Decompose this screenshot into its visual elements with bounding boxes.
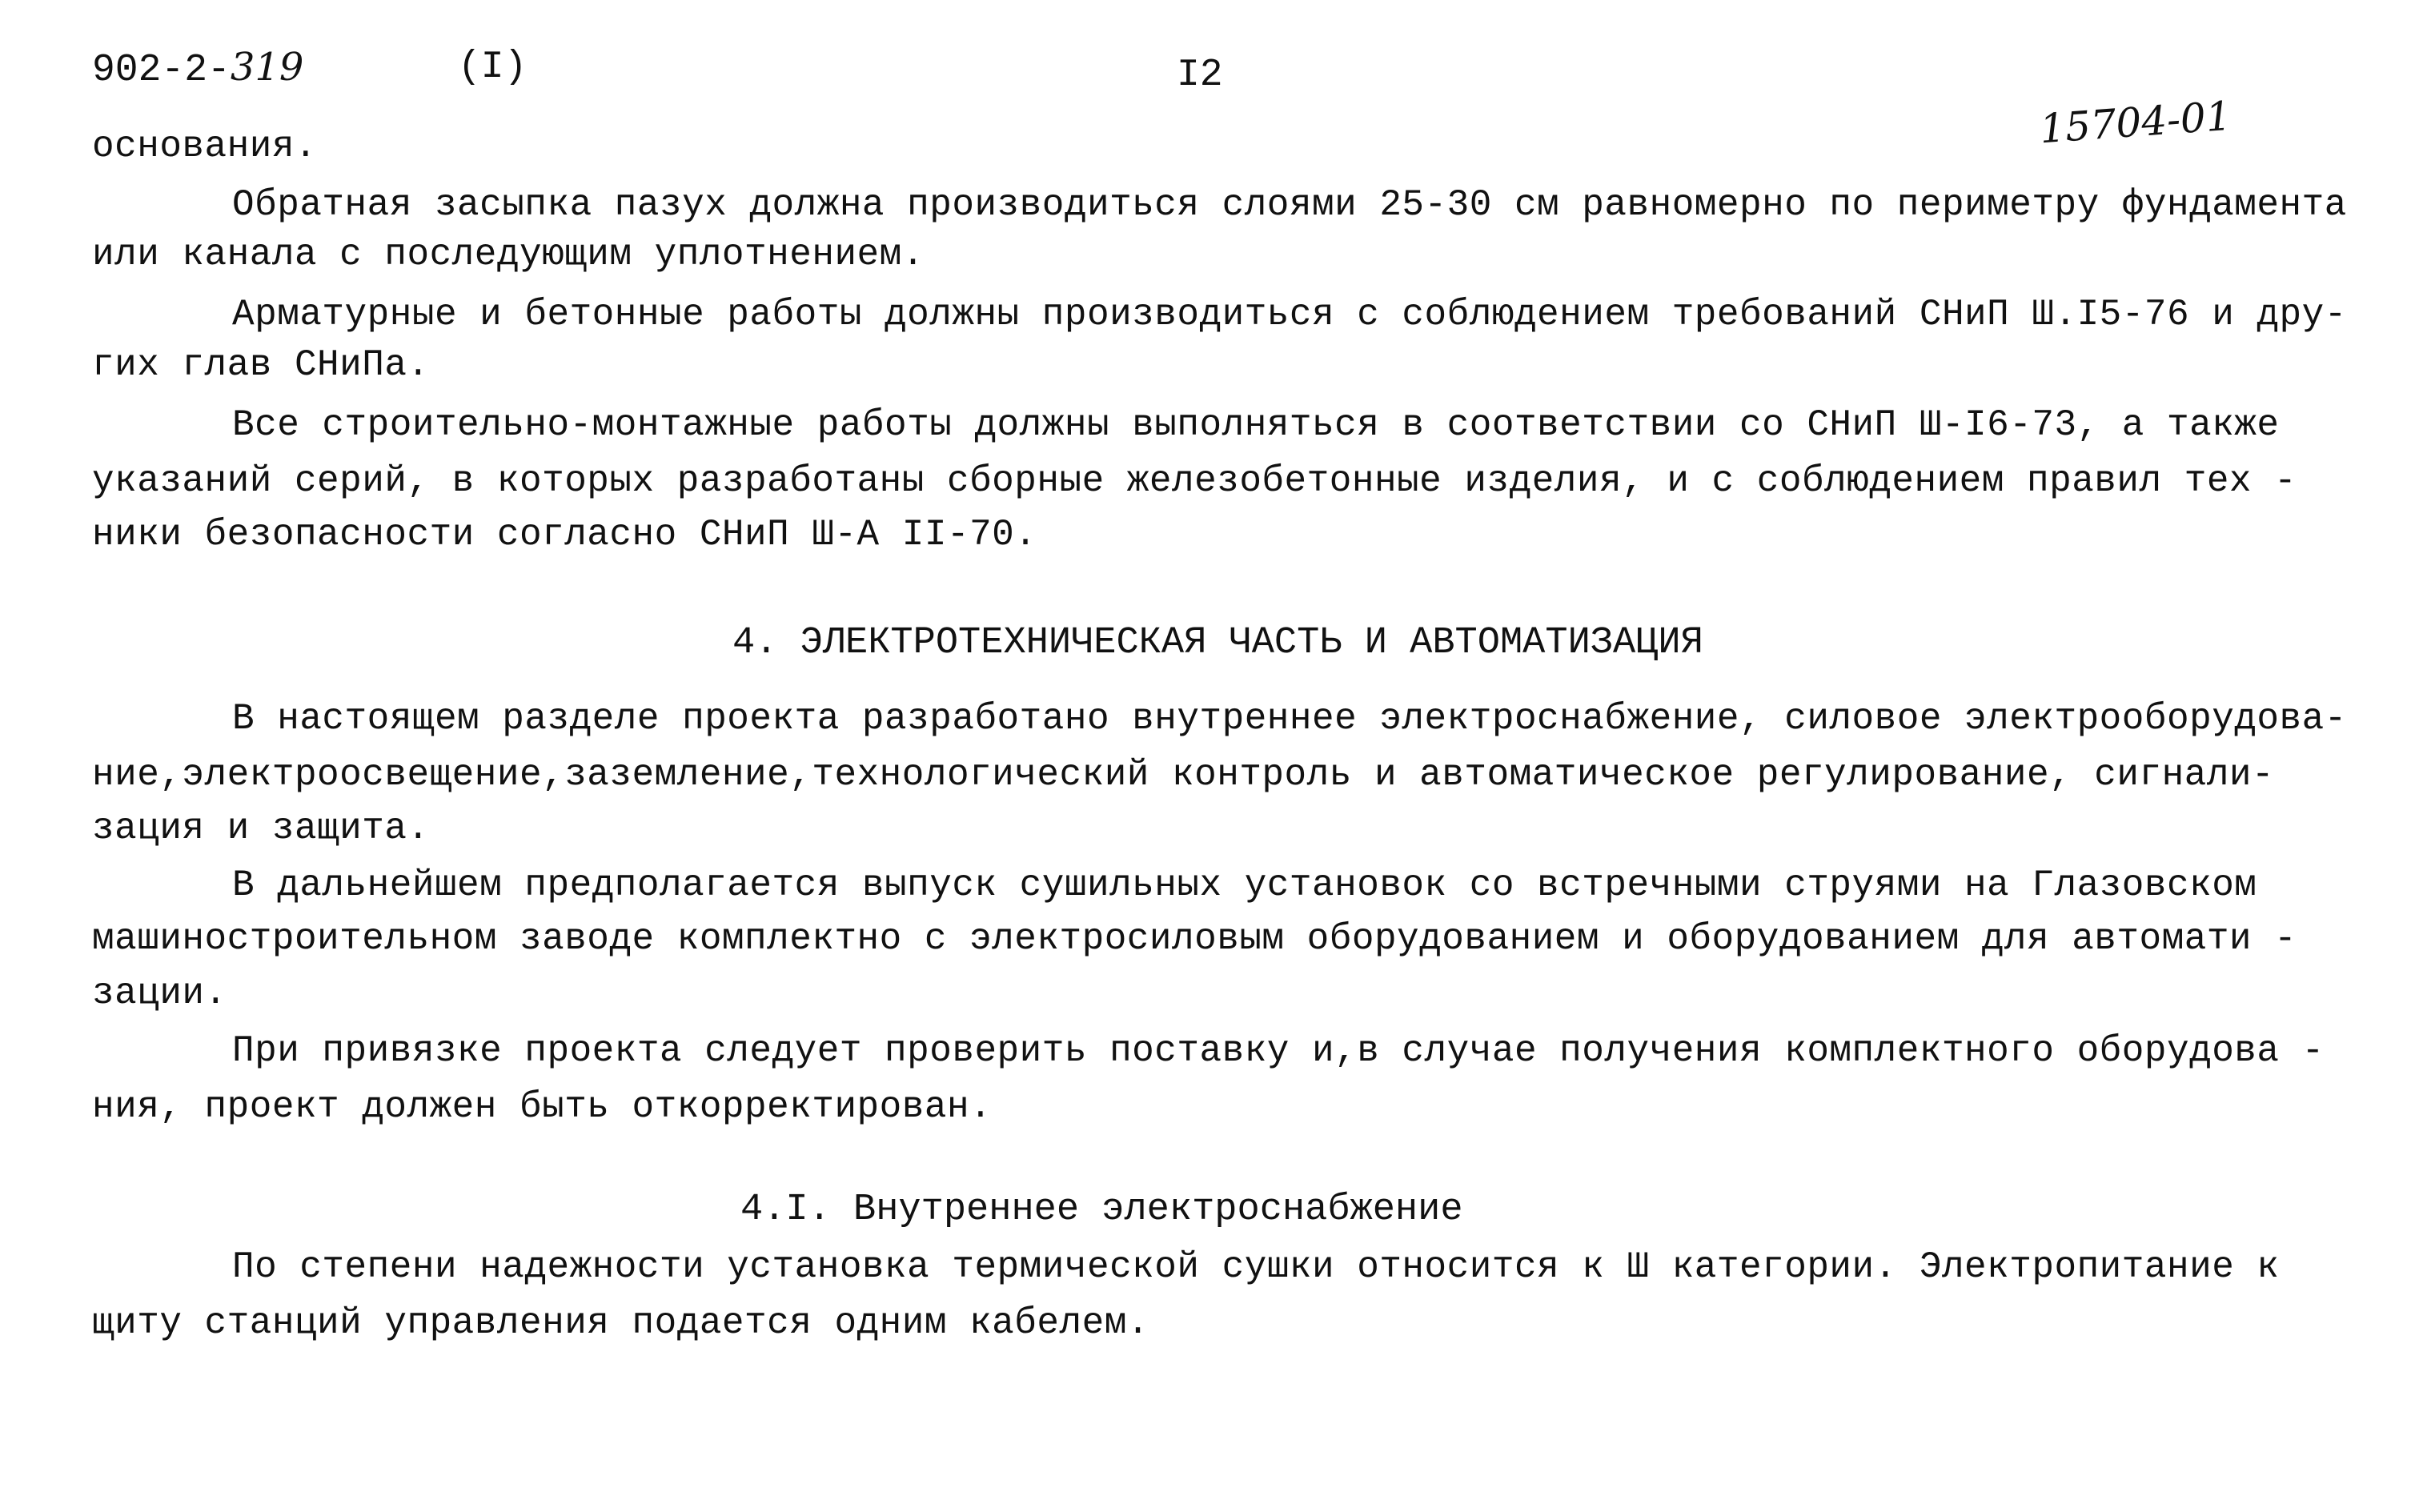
document-code [92,45,304,92]
text-line: Все строительно-монтажные работы должны выполняться в соответствии со СНиП Ш-I6-73, а также [232,404,2280,446]
text-line: зация и защита. [92,808,430,849]
text-line: В дальнейшем предполагается выпуск сушильных установок со встречными струями на Глазовском [232,864,2257,906]
text-line: ние,электроосвещение,заземление,технологический контроль и автоматическое регулирование, сигнали- [92,754,2275,796]
text-line: или канала с последующим уплотнением. [92,234,925,275]
section-heading: 4. ЭЛЕКТРОТЕХНИЧЕСКАЯ ЧАСТЬ И АВТОМАТИЗАЦИЯ [732,622,1703,664]
text-line: указаний серий, в которых разработаны сборные железобетонные изделия, и с соблюдением правил тех - [92,460,2297,502]
text-line: ники безопасности согласно СНиП Ш-А II-70. [92,514,1037,555]
text-line: ния, проект должен быть откорректирован. [92,1086,993,1128]
text-line: зации. [92,973,227,1014]
document-code-printed: 902-2- [92,49,231,92]
text-line: Арматурные и бетонные работы должны производиться с соблюдением требований СНиП Ш.I5-76 и дру- [232,294,2347,335]
text-line: В настоящем разделе проекта разработано внутреннее электроснабжение, силовое электрооборудова- [232,698,2347,740]
page-number: I2 [1177,54,1223,97]
text-line: щиту станций управления подается одним кабелем. [92,1302,1149,1344]
volume-number: (I) [458,46,528,89]
document-code-handwritten: 319 [230,45,304,90]
text-line: основания. [92,126,318,167]
text-line: При привязке проекта следует проверить поставку и,в случае получения комплектного оборудова - [232,1030,2325,1072]
text-line: По степени надежности установка термической сушки относится к Ш категории. Электропитание к [232,1246,2280,1288]
text-line: Обратная засыпка пазух должна производиться слоями 25-30 см равномерно по периметру фундамента [232,184,2347,226]
subsection-heading: 4.I. Внутреннее электроснабжение [740,1189,1463,1231]
inventory-number-handwritten: 15704-01 [2038,92,2233,153]
text-line: машиностроительном заводе комплектно с электросиловым оборудованием и оборудованием для автомати - [92,918,2297,960]
text-line: гих глав СНиПа. [92,344,430,386]
